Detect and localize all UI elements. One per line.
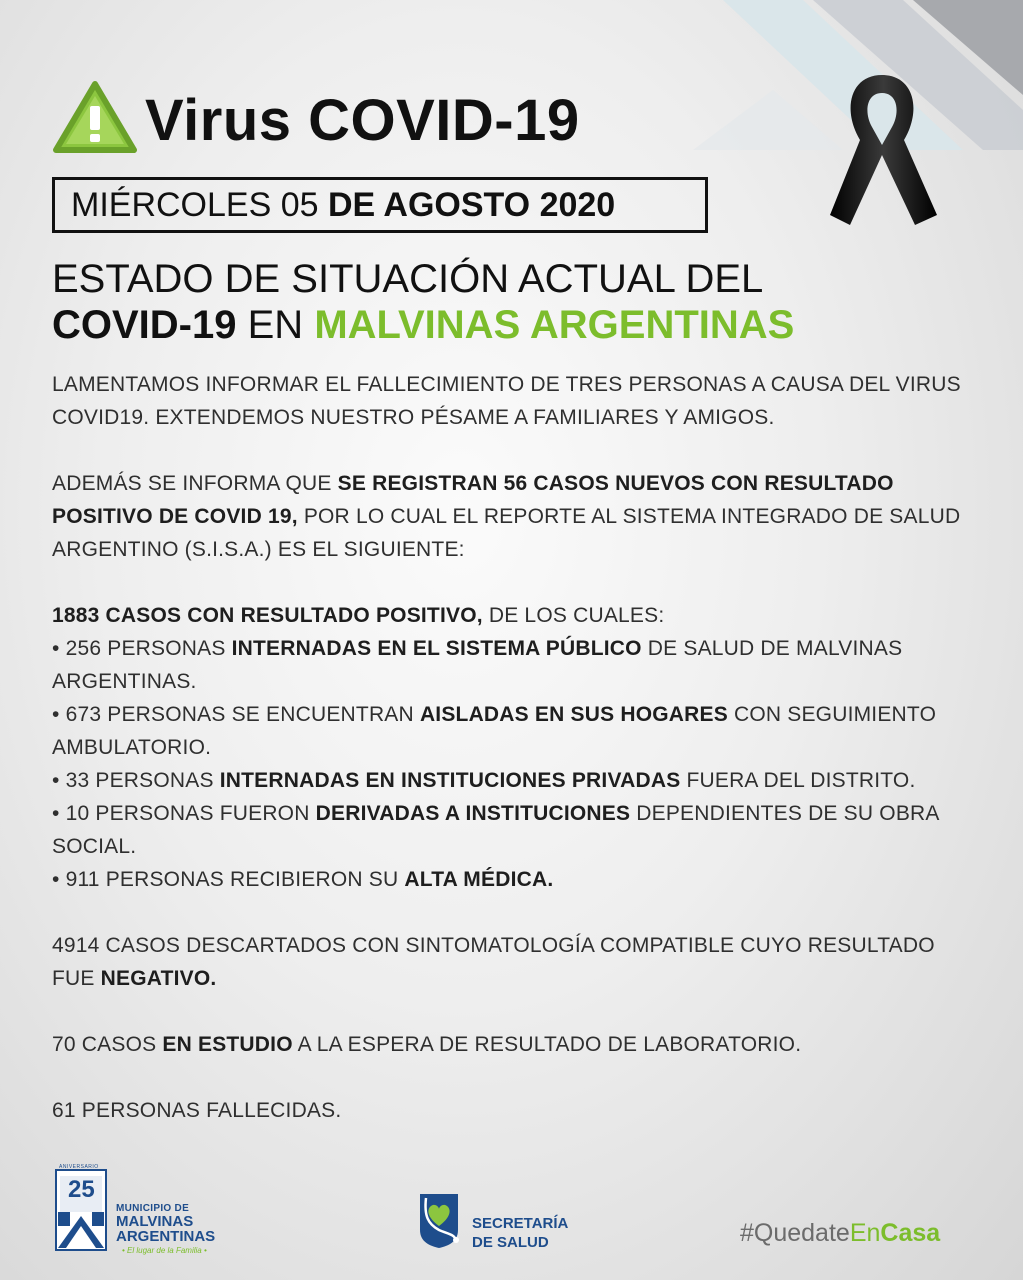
status-heading-line1: ESTADO DE SITUACIÓN ACTUAL DEL	[52, 257, 764, 301]
list-item: • 911 PERSONAS RECIBIERON SU ALTA MÉDICA.	[52, 868, 554, 891]
municipality-small-label: MUNICIPIO DE	[116, 1203, 190, 1214]
list-item: • 10 PERSONAS FUERON DERIVADAS A INSTITUCIONES DEPENDIENTES DE SU OBRA SOCIAL.	[52, 802, 939, 858]
municipality-name-line2: ARGENTINAS	[116, 1228, 216, 1245]
health-secretariat-line2: DE SALUD	[472, 1234, 549, 1251]
date-box	[52, 177, 708, 233]
status-heading	[52, 256, 952, 348]
date-month-year: DE AGOSTO 2020	[327, 185, 616, 224]
page-title: Virus COVID-19	[145, 88, 580, 153]
list-item: • 673 PERSONAS SE ENCUENTRAN AISLADAS EN SUS HOGARES CON SEGUIMIENTO AMBULATORIO.	[52, 703, 937, 759]
heart-stethoscope-icon	[414, 1190, 464, 1250]
status-heading-location: MALVINAS ARGENTINAS	[314, 303, 795, 347]
hashtag-part3: Casa	[880, 1219, 941, 1247]
status-heading-covid: COVID-19	[52, 303, 237, 347]
positive-cases-suffix: DE LOS CUALES:	[488, 604, 665, 627]
crest-anniversary-text: ANIVERSARIO	[59, 1164, 99, 1170]
health-secretariat-logo	[414, 1190, 574, 1250]
warning-icon	[52, 80, 138, 154]
discarded-cases-text: 4914 CASOS DESCARTADOS CON SINTOMATOLOGÍA COMPATIBLE CUYO RESULTADO FUE	[52, 934, 935, 990]
new-cases-intro: ADEMÁS SE INFORMA QUE	[52, 472, 332, 495]
new-cases-rest: POR LO CUAL EL REPORTE AL SISTEMA INTEGRADO DE SALUD ARGENTINO (S.I.S.A.) ES EL SIGUIENTE:	[52, 505, 961, 561]
condolence-paragraph: LAMENTAMOS INFORMAR EL FALLECIMIENTO DE TRES PERSONAS A CAUSA DEL VIRUS COVID19. EXTENDEMOS NUESTRO PÉSAME A FAMILIARES Y AMIGOS.	[52, 373, 961, 429]
report-body	[52, 368, 972, 1127]
stay-home-hashtag	[740, 1219, 940, 1248]
mourning-ribbon-icon	[820, 55, 945, 235]
positive-cases-heading	[52, 599, 972, 632]
municipality-tagline: • El lugar de la Familia •	[122, 1246, 207, 1255]
municipality-name-line1: MALVINAS	[116, 1213, 194, 1230]
municipality-name	[116, 1214, 215, 1244]
new-cases-highlight: SE REGISTRAN 56 CASOS NUEVOS CON RESULTADO POSITIVO DE COVID 19,	[52, 472, 894, 528]
positive-cases-count: 1883 CASOS CON RESULTADO POSITIVO,	[52, 604, 483, 627]
status-heading-en: EN	[247, 303, 304, 347]
deceased-total: 61 PERSONAS FALLECIDAS.	[52, 1099, 342, 1122]
date-weekday: MIÉRCOLES 05	[71, 185, 319, 224]
municipality-logo	[52, 1162, 222, 1257]
new-cases-paragraph	[52, 467, 972, 566]
health-secretariat-name	[472, 1214, 568, 1252]
under-study-paragraph: 70 CASOS EN ESTUDIO A LA ESPERA DE RESULTADO DE LABORATORIO.	[52, 1033, 802, 1056]
list-item: • 256 PERSONAS INTERNADAS EN EL SISTEMA PÚBLICO DE SALUD DE MALVINAS ARGENTINAS.	[52, 637, 903, 693]
health-secretariat-line1: SECRETARÍA	[472, 1215, 569, 1232]
hashtag-part2: En	[849, 1219, 881, 1247]
crest-number: 25	[68, 1176, 95, 1203]
discarded-cases-paragraph	[52, 929, 972, 995]
list-item: • 33 PERSONAS INTERNADAS EN INSTITUCIONES PRIVADAS FUERA DEL DISTRITO.	[52, 769, 916, 792]
hashtag-part1: #Quedate	[740, 1219, 850, 1247]
discarded-cases-result: NEGATIVO.	[100, 967, 217, 990]
